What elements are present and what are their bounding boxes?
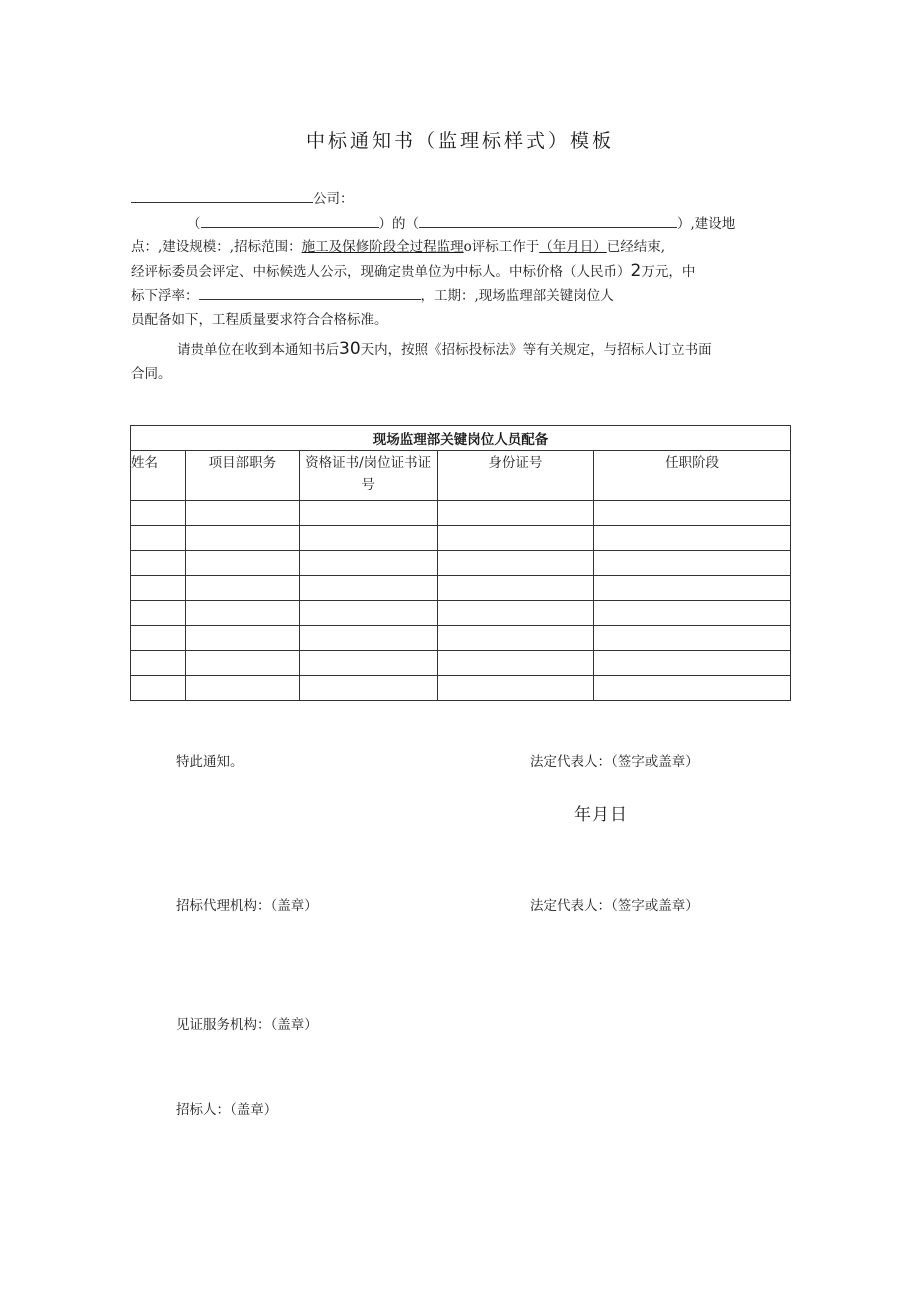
table-cell[interactable] xyxy=(185,626,299,651)
header-id-number: 身份证号 xyxy=(437,451,594,501)
table-cell[interactable] xyxy=(299,676,437,701)
table-row xyxy=(131,576,791,601)
staff-line: 员配备如下，工程质量要求符合合格标准。 xyxy=(131,311,388,328)
table-cell[interactable] xyxy=(185,576,299,601)
notice-text: 特此通知。 xyxy=(176,754,244,770)
table-caption: 现场监理部关键岗位人员配备 xyxy=(131,426,791,451)
table-cell[interactable] xyxy=(185,501,299,526)
project-name-blank[interactable] xyxy=(419,212,677,228)
table-cell[interactable] xyxy=(299,576,437,601)
table-cell[interactable] xyxy=(185,601,299,626)
tenderer-blank[interactable] xyxy=(201,212,379,228)
table-cell[interactable] xyxy=(131,651,186,676)
contract-paragraph: 请贵单位在收到本通知书后30天内，按照《招标投标法》等有关规定，与招标人订立书面 xyxy=(177,339,712,359)
table-cell[interactable] xyxy=(299,551,437,576)
staff-table xyxy=(130,425,791,701)
table-cell[interactable] xyxy=(131,526,186,551)
table-cell[interactable] xyxy=(131,551,186,576)
company-blank[interactable] xyxy=(131,187,313,203)
table-row xyxy=(131,676,791,701)
table-cell[interactable] xyxy=(594,626,791,651)
header-position: 项目部职务 xyxy=(185,451,299,501)
table-cell[interactable] xyxy=(594,651,791,676)
company-line: 公司： xyxy=(131,187,801,212)
table-cell[interactable] xyxy=(437,676,594,701)
table-cell[interactable] xyxy=(594,551,791,576)
header-name: 姓名 xyxy=(131,451,186,501)
table-row xyxy=(131,501,791,526)
table-cell[interactable] xyxy=(437,626,594,651)
page-title: 中标通知书（监理标样式）模板 xyxy=(305,130,614,152)
header-stage: 任职阶段 xyxy=(594,451,791,501)
table-cell[interactable] xyxy=(594,501,791,526)
table-cell[interactable] xyxy=(594,601,791,626)
table-row xyxy=(131,626,791,651)
table-cell[interactable] xyxy=(299,501,437,526)
price-value: 2 xyxy=(630,260,642,281)
table-cell[interactable] xyxy=(131,501,186,526)
legal-rep-signature-1: 法定代表人：（签字或盖章） xyxy=(530,754,699,770)
table-cell[interactable] xyxy=(185,676,299,701)
rate-line: 标下浮率： ，工期：,现场监理部关键岗位人 xyxy=(131,284,801,309)
table-header-row xyxy=(131,451,791,501)
table-cell[interactable] xyxy=(594,576,791,601)
table-cell[interactable] xyxy=(185,551,299,576)
table-cell[interactable] xyxy=(299,651,437,676)
table-cell[interactable] xyxy=(437,526,594,551)
table-cell[interactable] xyxy=(131,626,186,651)
header-certificate: 资格证书/岗位证书证号 xyxy=(299,451,437,501)
table-row xyxy=(131,551,791,576)
table-cell[interactable] xyxy=(437,501,594,526)
table-cell[interactable] xyxy=(594,676,791,701)
table-cell[interactable] xyxy=(131,576,186,601)
table-cell[interactable] xyxy=(185,651,299,676)
contract-paragraph-end: 合同。 xyxy=(131,365,172,382)
agency-seal: 招标代理机构：（盖章） xyxy=(176,898,318,914)
table-row xyxy=(131,526,791,551)
witness-seal: 见证服务机构：（盖章） xyxy=(176,1017,318,1033)
scope-line: 点：,建设规模：,招标范围：施工及保修阶段全过程监理o评标工作于（年月日）已经结束, xyxy=(131,239,666,255)
table-cell[interactable] xyxy=(437,651,594,676)
table-cell[interactable] xyxy=(594,526,791,551)
table-cell[interactable] xyxy=(131,676,186,701)
table-row xyxy=(131,651,791,676)
table-cell[interactable] xyxy=(437,601,594,626)
table-cell[interactable] xyxy=(185,526,299,551)
table-cell[interactable] xyxy=(299,601,437,626)
legal-rep-signature-2: 法定代表人：（签字或盖章） xyxy=(530,898,699,914)
rate-blank[interactable] xyxy=(199,284,421,300)
table-cell[interactable] xyxy=(299,526,437,551)
table-cell[interactable] xyxy=(131,601,186,626)
tenderer-seal: 招标人：（盖章） xyxy=(176,1102,278,1118)
table-cell[interactable] xyxy=(437,576,594,601)
table-cell[interactable] xyxy=(437,551,594,576)
days-value: 30 xyxy=(339,339,361,359)
price-line: 经评标委员会评定、中标候选人公示，现确定贵单位为中标人。中标价格（人民币）2万元，中 xyxy=(131,260,696,281)
eval-date: （年月日） xyxy=(539,239,607,255)
sign-date: 年月日 xyxy=(574,805,628,825)
project-line: （ ）的（ ）,建设地 xyxy=(131,212,801,237)
scope-text: 施工及保修阶段全过程监理 xyxy=(301,239,464,255)
table-row xyxy=(131,601,791,626)
table-cell[interactable] xyxy=(299,626,437,651)
letter-body xyxy=(131,187,801,386)
